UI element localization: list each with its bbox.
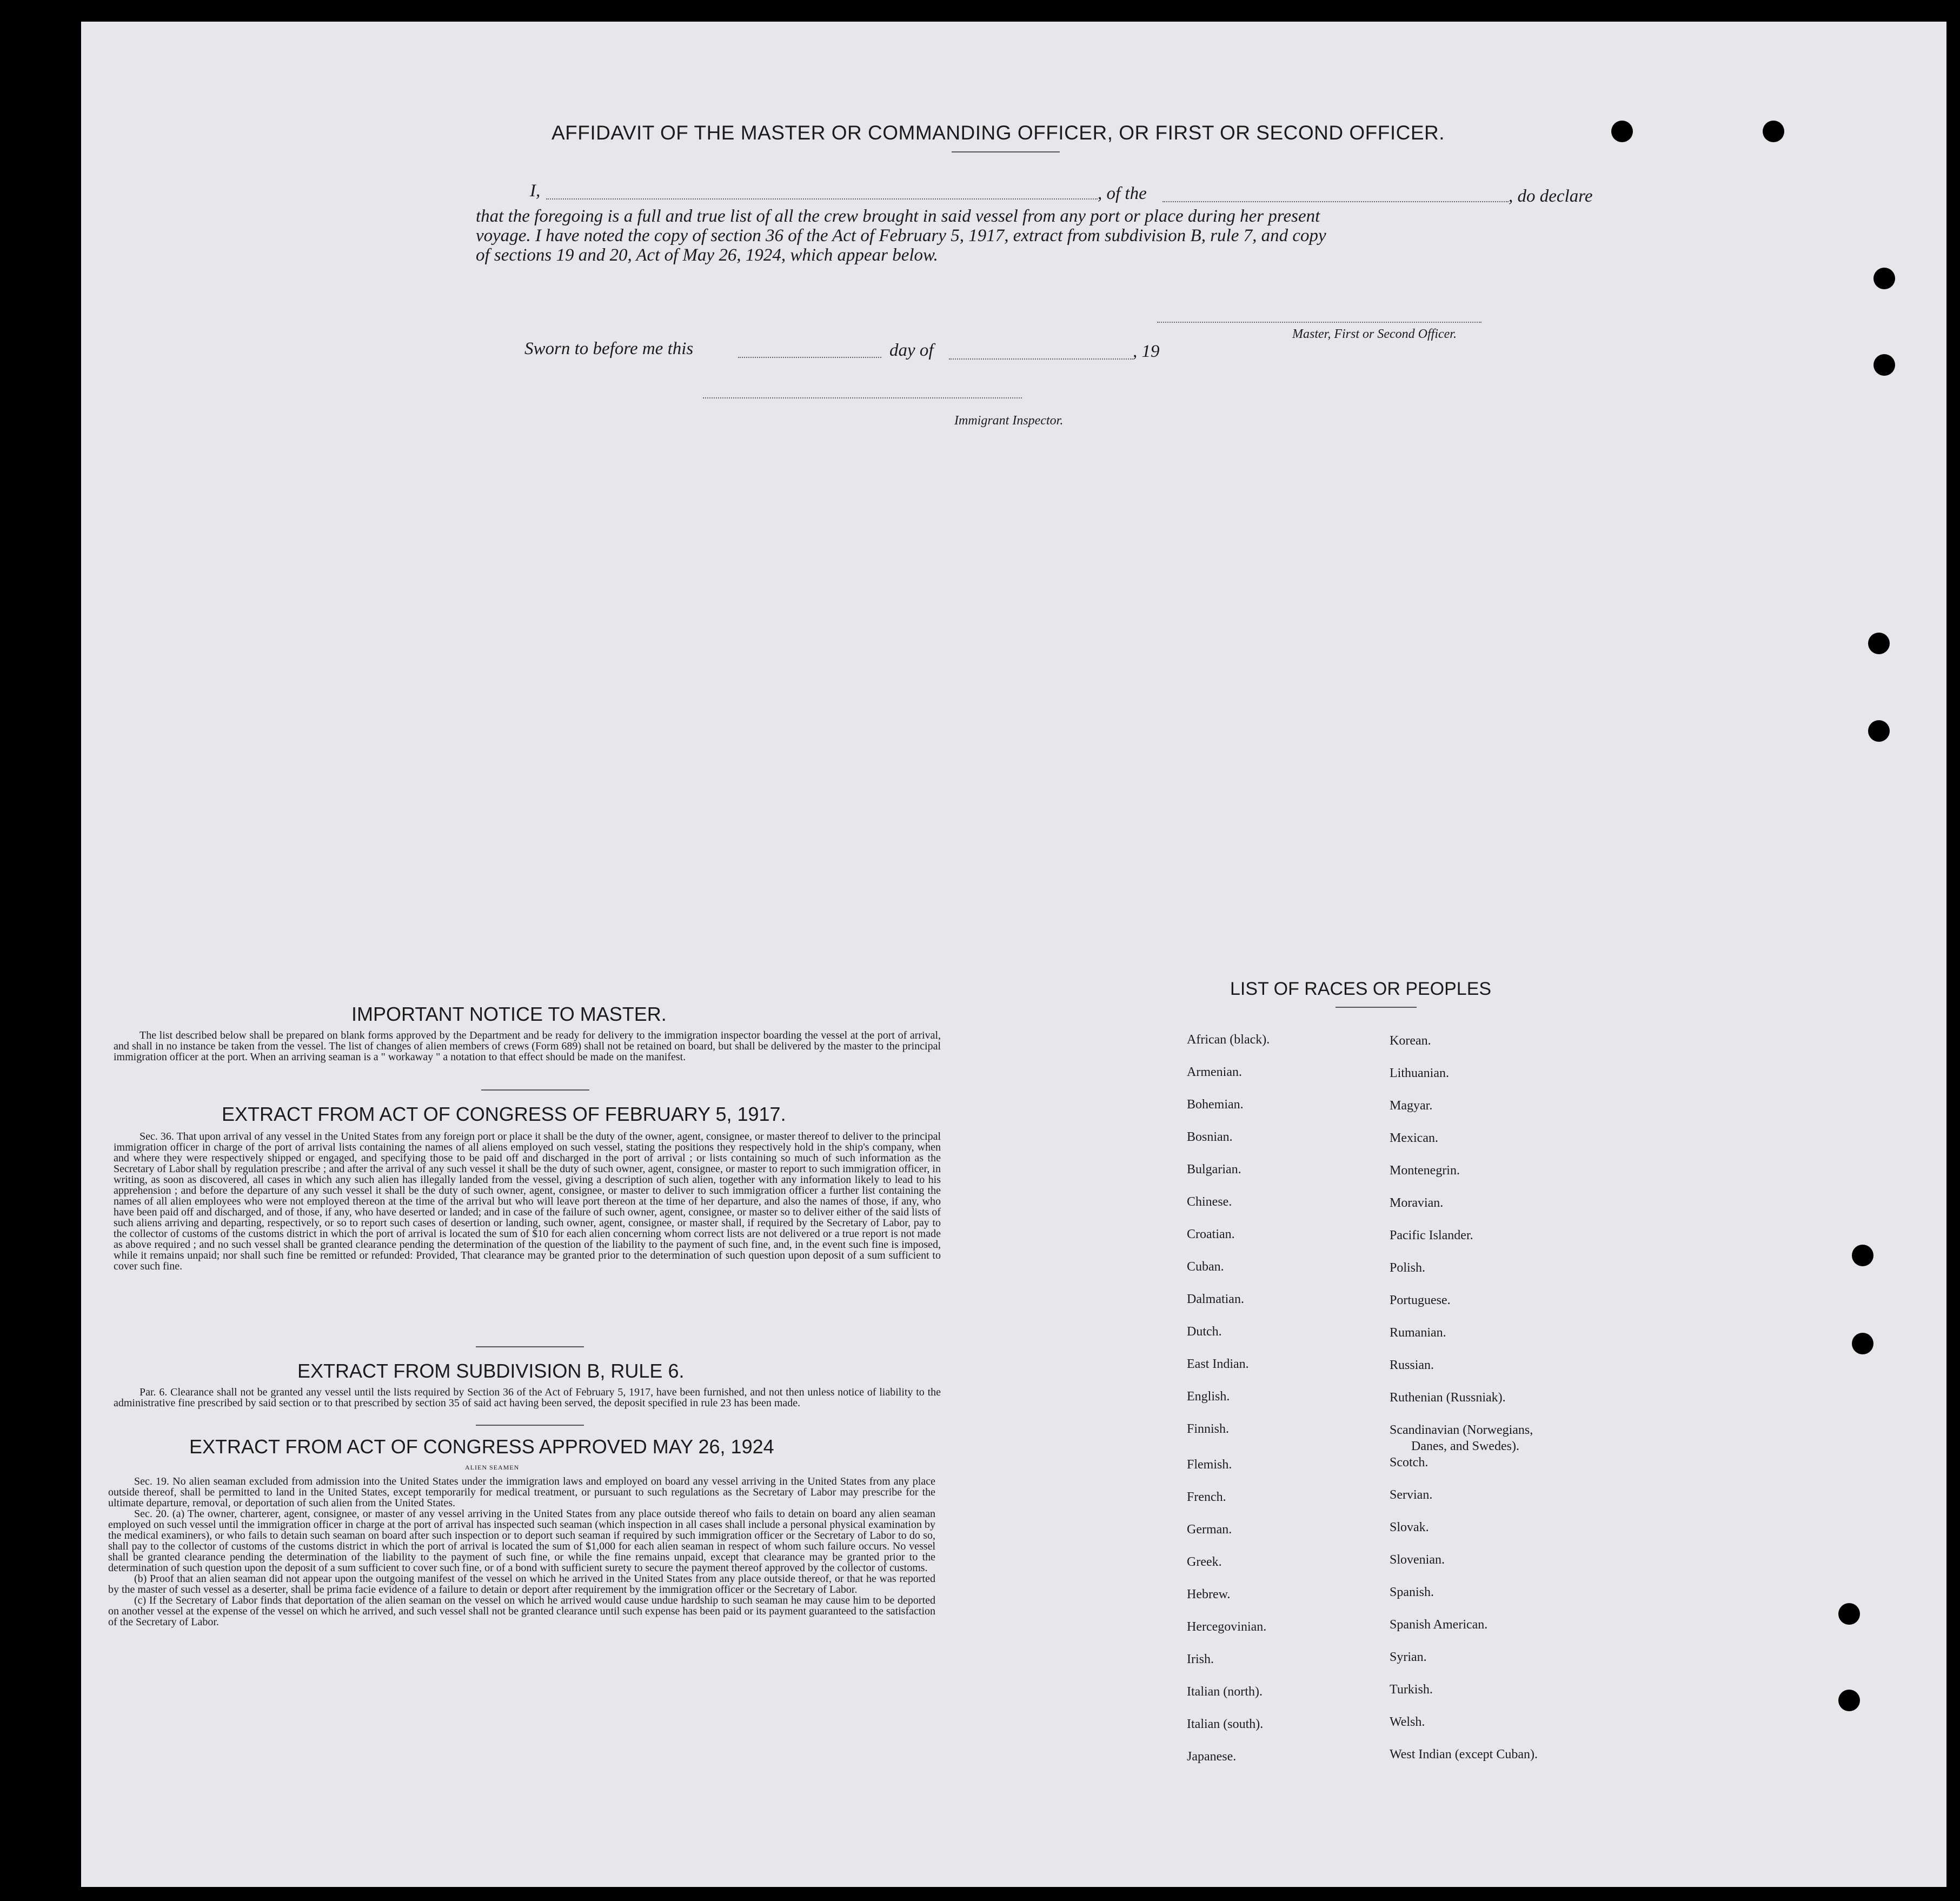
race-item: Portuguese.: [1390, 1293, 1451, 1307]
document-page: [81, 22, 1946, 1887]
race-item: Chinese.: [1187, 1195, 1232, 1209]
race-item: German.: [1187, 1523, 1232, 1537]
race-list-right: [1390, 1034, 1538, 1780]
punch-hole: [1852, 1245, 1873, 1266]
race-item: Russian.: [1390, 1358, 1434, 1372]
race-item: Spanish.: [1390, 1585, 1434, 1599]
punch-hole: [1611, 121, 1633, 142]
master-signature-caption: Master, First or Second Officer.: [1292, 327, 1457, 341]
race-item: Finnish.: [1187, 1422, 1230, 1436]
master-signature-line[interactable]: [1157, 322, 1481, 323]
sec-19-paragraph: Sec. 19. No alien seaman excluded from admission into the United States under the immigration laws and employed on board any vessel arriving in the United States from any place outside thereof, shall be permitted to land in the United States, except temporarily for medical treatment, or pursuant to such regulations as the Secretary of Labor may prescribe for the ultimate departure, removal, or deportation of such alien from the United States.: [108, 1475, 935, 1509]
race-item: Dalmatian.: [1187, 1292, 1244, 1306]
affidavit-i-label: I,: [530, 181, 541, 201]
race-item: Magyar.: [1390, 1099, 1433, 1113]
race-item: Mexican.: [1390, 1131, 1438, 1145]
sec-20a-paragraph: Sec. 20. (a) The owner, charterer, agent, consignee, or master of any vessel arriving in the United States from any place outside thereof who fails to detain on board any alien seaman employed on such vessel until the immigration officer in charge at the port of arrival has inspected such seaman (which inspection in all cases shall include a personal physical examination by the medical examiners), or who fails to detain such seaman on board after such inspection or to deport such seaman if required by such immigration officer or the Secretary of Labor to do so, shall pay to the collector of customs of the customs district in which the port of arrival is located the sum of $1,000 for each alien seaman in respect of whom such failure occurs. No vessel shall be granted clearance pending the determination of the liability to the payment of such fine, or while the fine remains unpaid, except that clearance may be granted prior to the determination of such question upon the deposit of a sum sufficient to cover such fine, or of a bond with sufficient surety to secure the payment thereof approved by the collector of customs.: [108, 1508, 935, 1574]
race-item-continued: Danes, and Swedes).: [1411, 1439, 1519, 1453]
race-item: Hercegovinian.: [1187, 1620, 1267, 1634]
alien-seamen-subtitle: ALIEN SEAMEN: [465, 1464, 520, 1471]
punch-hole: [1868, 720, 1890, 742]
rule-6-title: EXTRACT FROM SUBDIVISION B, RULE 6.: [297, 1360, 685, 1382]
race-item: Cuban.: [1187, 1260, 1224, 1274]
race-list-left: [1187, 1033, 1270, 1782]
affidavit-body-line-3: of sections 19 and 20, Act of May 26, 1924, which appear below.: [476, 245, 938, 265]
race-item: Slovenian.: [1390, 1553, 1445, 1567]
race-item: Slovak.: [1390, 1520, 1429, 1534]
sec-20b-paragraph: (b) Proof that an alien seaman did not appear upon the outgoing manifest of the vessel on which he arrived in the United States from any place outside thereof, or that he was reported by the master of such vessel as a deserter, shall be prima facie evidence of a failure to detain or deport after requirement by the immigration officer or the Secretary of Labor.: [108, 1573, 935, 1596]
extract-1924-body: [108, 1476, 935, 1627]
sec-36-paragraph: Sec. 36. That upon arrival of any vessel in the United States from any foreign port or place it shall be the duty of the owner, agent, consignee, or master thereof to deliver to the principal immigration officer in charge of the port of arrival lists containing the names of all aliens employed on such vessel, stating the positions they respectively hold in the ship's company, when and where they were respectively shipped or engaged, and specifying those to be paid off and discharged in the port of arrival ; or lists containing so much of such information as the Secretary of Labor shall by regulation prescribe ; and after the arrival of any such vessel it shall be the duty of such owner, agent, consignee, or master to report to such immigration officer, in writing, as soon as discovered, all cases in which any such alien has illegally landed from the vessel, giving a description of such alien, together with any information likely to lead to his apprehension ; and before the departure of any such vessel it shall be the duty of such owner, agent, consignee, or master to deliver to such immigration officer a further list containing the names of all alien employees who were not employed thereon at the time of the arrival but who will leave port thereon at the time of her departure, and also the names of those, if any, who have been paid off and discharged, and of those, if any, who have deserted or landed; and in case of the failure of such owner, agent, consignee, or master so to deliver either of the said lists of such aliens arriving and departing, respectively, or so to report such cases of desertion or landing, such owner, agent, consignee, or master shall, if required by the Secretary of Labor, pay to the collector of customs of the customs district in which the port of arrival is located the sum of $10 for each alien concerning whom correct lists are not delivered or a true report is not made as above required ; and no such vessel shall be granted clearance pending the determination of the question of the liability to the payment of such fine, and, in the event such fine is imposed, while it remains unpaid; nor shall such fine be remitted or refunded: Provided, That clearance may be granted prior to the determination of such question upon deposit of a sum sufficient to cover such fine.: [114, 1131, 941, 1272]
race-item: Greek.: [1187, 1555, 1222, 1569]
punch-hole: [1838, 1603, 1860, 1625]
notice-paragraph: The list described below shall be prepared on blank forms approved by the Department and be ready for delivery to the immigration inspector boarding the vessel at the port of arrival, and shall in no instance be taken from the vessel. The list of changes of alien members of crews (Form 689) shall not be retained on board, but shall be delivered by the master to the principal immigration officer at the port. When an arriving seaman is a " workaway " a notation to that effect should be made on the manifest.: [114, 1029, 941, 1063]
punch-hole: [1852, 1333, 1873, 1354]
race-item: Dutch.: [1187, 1325, 1222, 1339]
race-item: Irish.: [1187, 1652, 1214, 1666]
par-6-paragraph: Par. 6. Clearance shall not be granted any vessel until the lists required by Section 36 of the Act of February 5, 1917, have been furnished, and not then unless notice of liability to the administrative fine prescribed by said section or to that prescribed by section 35 of said act having been served, the deposit specified in rule 23 has been made.: [114, 1386, 941, 1409]
race-item: Croatian.: [1187, 1227, 1235, 1241]
punch-hole: [1838, 1690, 1860, 1711]
race-item: Syrian.: [1390, 1650, 1427, 1664]
year-label: , 19: [1133, 342, 1160, 361]
extract-1924-title: EXTRACT FROM ACT OF CONGRESS APPROVED MAY 26, 1924: [189, 1435, 774, 1458]
sworn-label: Sworn to before me this: [524, 339, 694, 358]
punch-hole: [1873, 354, 1895, 376]
race-item: Hebrew.: [1187, 1587, 1231, 1601]
punch-hole: [1763, 121, 1784, 142]
affidavit-do-declare-label: , do declare: [1509, 187, 1593, 206]
race-item: Italian (north).: [1187, 1685, 1263, 1699]
section-divider: [476, 1425, 584, 1426]
race-item: Scandinavian (Norwegians,: [1390, 1423, 1533, 1437]
race-item: African (black).: [1187, 1033, 1270, 1047]
inspector-signature-line[interactable]: [703, 397, 1022, 398]
race-item: Korean.: [1390, 1034, 1431, 1048]
race-item: Bohemian.: [1187, 1098, 1244, 1112]
race-item: Turkish.: [1390, 1683, 1433, 1697]
race-item: Bosnian.: [1187, 1130, 1233, 1144]
notice-body: [114, 1030, 941, 1062]
inspector-caption: Immigrant Inspector.: [954, 414, 1064, 428]
name-blank[interactable]: [546, 198, 1098, 200]
race-item: Ruthenian (Russniak).: [1390, 1391, 1506, 1405]
sec-20c-paragraph: (c) If the Secretary of Labor finds that deportation of the alien seaman on the vessel on which he arrived would cause undue hardship to such seaman he may cause him to be deported on another vessel at the expense of the vessel on which he arrived, and such vessel shall not be granted clearance until such expense has been paid or its payment guaranteed to the satisfaction of the Secretary of Labor.: [108, 1594, 935, 1628]
race-item: Welsh.: [1390, 1715, 1425, 1729]
race-item: Scotch.: [1390, 1455, 1429, 1470]
race-item: Spanish American.: [1390, 1618, 1488, 1632]
race-item: Japanese.: [1187, 1750, 1237, 1764]
race-item: East Indian.: [1187, 1357, 1249, 1371]
rule-6-body: [114, 1387, 941, 1408]
affidavit-body-line-1: that the foregoing is a full and true list of all the crew brought in said vessel from any port or place during her present: [476, 207, 1320, 226]
affidavit-body-line-2: voyage. I have noted the copy of section 36 of the Act of February 5, 1917, extract from subdivision B, rule 7, and copy: [476, 226, 1326, 245]
punch-hole: [1868, 633, 1890, 654]
sworn-month-blank[interactable]: [949, 358, 1133, 360]
race-item: English.: [1187, 1390, 1230, 1404]
extract-1917-body: [114, 1131, 941, 1272]
race-item: Lithuanian.: [1390, 1066, 1449, 1080]
races-title: LIST OF RACES OR PEOPLES: [1230, 979, 1492, 999]
race-item: Montenegrin.: [1390, 1164, 1460, 1178]
race-item: Polish.: [1390, 1261, 1426, 1275]
section-divider: [476, 1346, 584, 1347]
punch-hole: [1873, 268, 1895, 289]
notice-title: IMPORTANT NOTICE TO MASTER.: [351, 1003, 667, 1025]
day-of-label: day of: [889, 341, 934, 360]
affidavit-title: AFFIDAVIT OF THE MASTER OR COMMANDING OFFICER, OR FIRST OR SECOND OFFICER.: [552, 122, 1445, 144]
race-item: French.: [1187, 1490, 1226, 1504]
extract-1917-title: EXTRACT FROM ACT OF CONGRESS OF FEBRUARY 5, 1917.: [222, 1103, 786, 1125]
race-item: Pacific Islander.: [1390, 1228, 1473, 1242]
race-item: Rumanian.: [1390, 1326, 1446, 1340]
race-item: West Indian (except Cuban).: [1390, 1747, 1538, 1762]
race-item: Bulgarian.: [1187, 1162, 1241, 1177]
race-item: Servian.: [1390, 1488, 1433, 1502]
race-item: Moravian.: [1390, 1196, 1444, 1210]
race-item: Flemish.: [1187, 1458, 1232, 1472]
title-divider: [952, 151, 1060, 152]
affidavit-of-the-label: , of the: [1098, 184, 1147, 203]
race-item: Armenian.: [1187, 1065, 1242, 1079]
vessel-blank[interactable]: [1162, 201, 1509, 202]
race-item: Italian (south).: [1187, 1717, 1264, 1731]
races-divider: [1336, 1007, 1417, 1008]
section-divider: [481, 1089, 589, 1091]
sworn-day-blank[interactable]: [738, 357, 881, 358]
